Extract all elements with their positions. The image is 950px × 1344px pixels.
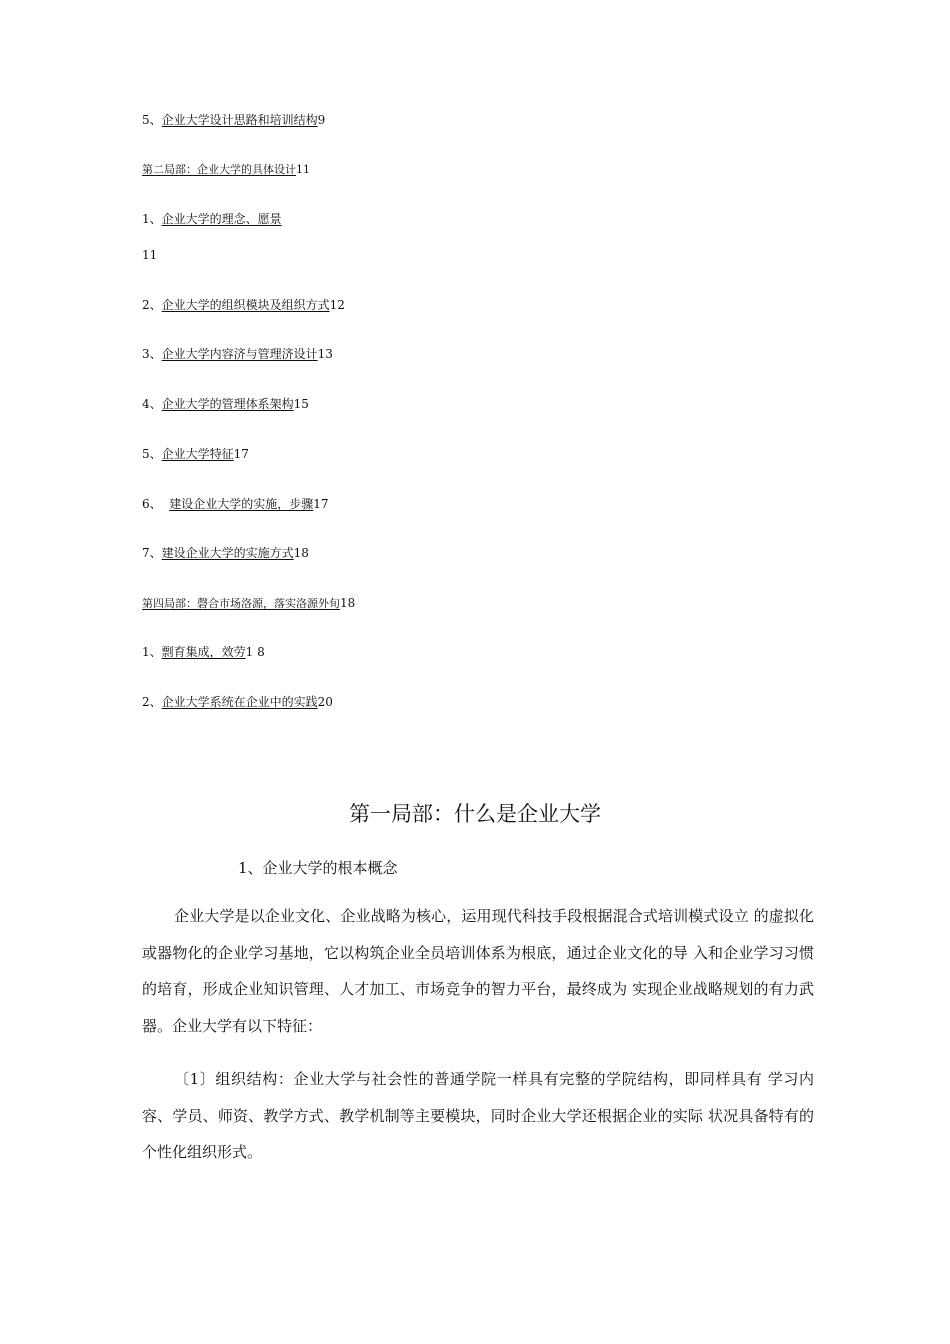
toc-entry-title[interactable]: 企业大学内容济与管理济设计 — [161, 347, 318, 361]
toc-entry-page: 15 — [293, 397, 309, 411]
toc-entry[interactable] — [142, 545, 309, 561]
toc-entry-page: 20 — [317, 695, 333, 709]
toc-entry-prefix: 2、 — [142, 695, 162, 709]
toc-entry[interactable] — [142, 644, 265, 660]
toc-entry-prefix: 3、 — [142, 347, 162, 361]
toc-entry-title[interactable]: 企业大学的管理体系架构 — [161, 397, 294, 411]
toc-entry-prefix: 5、 — [142, 113, 162, 127]
toc-entry-prefix: 5、 — [142, 447, 162, 461]
toc-entry-page: 1 8 — [245, 645, 265, 659]
toc-entry-prefix: 6、 — [142, 497, 170, 511]
toc-entry-prefix: 1、 — [142, 645, 162, 659]
toc-entry-page-wrapped — [142, 247, 157, 263]
toc-entry-prefix: 4、 — [142, 397, 162, 411]
toc-entry-page: 17 — [313, 497, 329, 511]
toc-entry-title[interactable]: 第四局部：磬合市场洛源，落实洛源外旬 — [142, 597, 340, 610]
toc-entry-page: 18 — [340, 596, 356, 610]
toc-entry-prefix: 7、 — [142, 546, 162, 560]
toc-entry-page: 11 — [296, 163, 310, 176]
toc-entry[interactable] — [142, 694, 333, 710]
toc-entry-title[interactable]: 企业大学设计思路和培训结构 — [161, 113, 318, 127]
toc-entry-prefix: 2、 — [142, 298, 162, 312]
toc-entry-title[interactable]: 企业大学的组织模块及组织方式 — [161, 298, 330, 312]
body-paragraph: 〔1〕组织结构：企业大学与社会性的普通学院一样具有完整的学院结构，即同样具有 学习内容、学员、师资、教学方式、教学机制等主要模块，同时企业大学还根据企业的实际 状况具备特有的个性化组织形式。 — [142, 1070, 814, 1161]
toc-entry-title[interactable]: 企业大学特征 — [161, 447, 234, 461]
toc-entry[interactable] — [142, 297, 345, 313]
toc-entry-page: 12 — [329, 298, 345, 312]
toc-entry-title[interactable]: 企业大学系统在企业中的实践 — [161, 695, 318, 709]
toc-entry-page: 13 — [317, 347, 333, 361]
toc-entry[interactable] — [142, 396, 309, 412]
toc-entry-page: 11 — [142, 248, 158, 262]
toc-entry-title[interactable]: 企业大学的理念、愿景 — [161, 212, 282, 226]
toc-part-entry[interactable] — [142, 595, 355, 612]
toc-part-entry[interactable] — [142, 162, 310, 178]
toc-entry[interactable] — [142, 211, 282, 227]
toc-entry-page: 18 — [293, 546, 309, 560]
toc-entry-page: 9 — [317, 113, 326, 127]
body-paragraph: 企业大学是以企业文化、企业战略为核心，运用现代科技手段根据混合式培训模式设立 的虚拟化或器物化的企业学习基地，它以构筑企业全员培训体系为根底，通过企业文化的导 入和企业学习习惯的培育，形成企业知识管理、人才加工、市场竞争的智力平台，最终成为 实现企业战略规划的有力武器。企业大学有以下特征： — [142, 907, 814, 1035]
toc-entry[interactable] — [142, 112, 325, 128]
toc-entry-title[interactable]: 第二局部：企业大学的具体设计 — [142, 163, 296, 176]
toc-entry-title[interactable]: 建设企业大学的实施，步骤 — [169, 497, 314, 511]
toc-entry[interactable] — [142, 496, 329, 512]
toc-entry-title[interactable]: 剽育集成，效劳 — [161, 645, 246, 659]
section-heading: 第一局部：什么是企业大学 — [349, 802, 601, 826]
toc-entry-title[interactable]: 建设企业大学的实施方式 — [161, 546, 294, 560]
toc-entry[interactable] — [142, 446, 249, 462]
toc-entry[interactable] — [142, 346, 333, 362]
toc-entry-page: 17 — [233, 447, 249, 461]
toc-entry-prefix: 1、 — [142, 212, 162, 226]
section-subheading: 1、企业大学的根本概念 — [238, 859, 398, 877]
